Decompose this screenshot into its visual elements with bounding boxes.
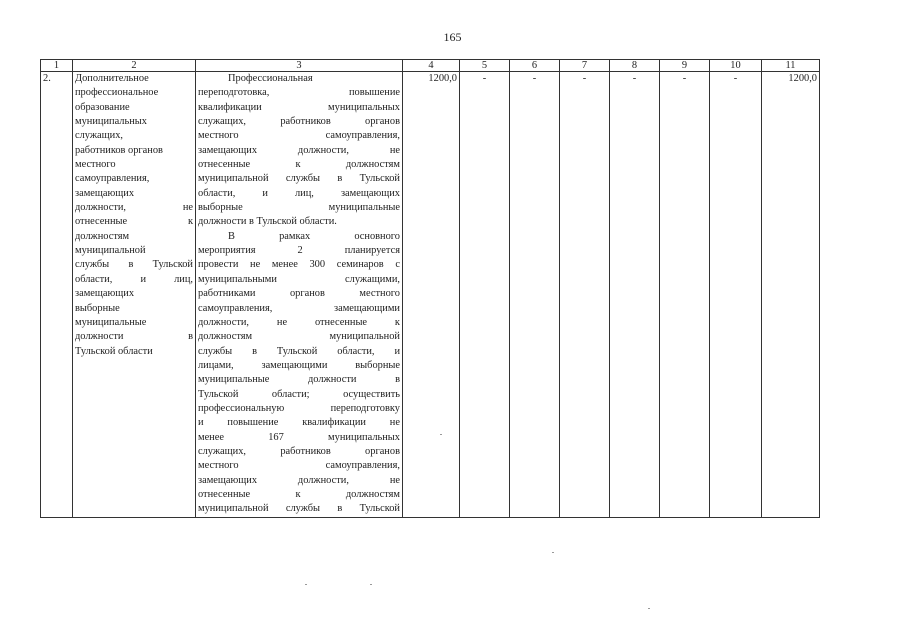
word: с xyxy=(395,259,400,271)
word: семинаров xyxy=(336,259,384,271)
description-line xyxy=(198,187,400,201)
word: лиц, xyxy=(295,187,314,199)
description-line xyxy=(198,474,400,488)
word: квалификации xyxy=(198,101,262,113)
word: не xyxy=(389,417,400,429)
word: отнесенные xyxy=(314,316,368,328)
word: службы xyxy=(285,173,321,185)
column-header: 7 xyxy=(560,60,610,72)
description-line xyxy=(198,416,400,430)
word: области, xyxy=(337,345,375,357)
column-header: 4 xyxy=(403,60,460,72)
funding-grand-total-cell: 1200,0 xyxy=(762,72,820,518)
word: не xyxy=(389,144,400,156)
word: в xyxy=(252,345,257,357)
activity-name-line: самоуправления, xyxy=(75,173,150,185)
word: муниципальной xyxy=(198,503,269,515)
word: замещающих xyxy=(198,474,258,486)
activity-name-line: муниципальных xyxy=(75,116,147,128)
description-line xyxy=(198,129,400,143)
description-line xyxy=(198,258,400,272)
word: 2 xyxy=(297,245,303,257)
description-line xyxy=(198,330,400,344)
word: в xyxy=(128,259,134,271)
word: органов xyxy=(365,116,400,128)
word: замещающими xyxy=(334,302,400,314)
program-table xyxy=(40,59,820,518)
word: местного xyxy=(359,288,400,300)
word: Тульской xyxy=(359,173,400,185)
word: лиц, xyxy=(174,273,193,285)
word: муниципальные xyxy=(328,202,400,214)
scan-speck xyxy=(305,584,307,585)
description-line xyxy=(198,287,400,301)
activity-name-line: муниципальные xyxy=(75,316,147,328)
activity-name-line: выборные xyxy=(75,302,120,314)
word: и xyxy=(140,273,146,285)
word: работниками xyxy=(198,288,256,300)
word: основного xyxy=(354,230,400,242)
funding-cell: - xyxy=(710,72,762,518)
word: работников xyxy=(280,116,331,128)
word: замещающими xyxy=(261,359,328,371)
activity-name-line: профессиональное xyxy=(75,87,159,99)
description-line xyxy=(198,201,400,215)
word: и xyxy=(394,345,400,357)
activity-name-line: муниципальной xyxy=(75,245,146,257)
activity-name-line: должностям xyxy=(75,230,130,242)
word: в xyxy=(188,331,193,343)
description-line xyxy=(198,101,400,115)
description-line xyxy=(198,172,400,186)
column-header: 1 xyxy=(41,60,73,72)
description-line xyxy=(198,273,400,287)
word: профессиональную xyxy=(198,402,285,414)
word: службы xyxy=(198,345,233,357)
description-line xyxy=(198,345,400,359)
word: Тульской xyxy=(359,503,400,515)
word: переподготовку xyxy=(330,402,400,414)
word: в xyxy=(395,374,400,386)
word: в xyxy=(337,503,343,515)
word: местного xyxy=(198,460,239,472)
activity-name-line: Дополнительное xyxy=(75,73,149,84)
funding-cell: - xyxy=(560,72,610,518)
funding-cell: - xyxy=(510,72,560,518)
word: к xyxy=(187,216,193,228)
description-line xyxy=(198,316,400,330)
description-line xyxy=(198,431,400,445)
scan-speck xyxy=(648,608,650,609)
scan-speck xyxy=(370,584,372,585)
word: к xyxy=(394,316,400,328)
word: замещающих xyxy=(340,187,400,199)
scan-speck xyxy=(552,552,554,553)
word: отнесенные xyxy=(75,216,128,228)
word: муниципальной xyxy=(329,331,400,343)
word: выборные xyxy=(198,202,243,214)
word: не xyxy=(250,259,261,271)
word: области; xyxy=(271,388,310,400)
activity-name-line xyxy=(75,201,193,215)
word: муниципальные xyxy=(198,374,270,386)
word: работников xyxy=(280,445,331,457)
word: муниципальными xyxy=(198,273,277,285)
word: самоуправления, xyxy=(325,130,400,142)
word: должностям xyxy=(345,159,400,171)
activity-name-line: замещающих xyxy=(75,187,135,199)
word: не xyxy=(389,474,400,486)
funding-cell: - xyxy=(660,72,710,518)
activity-name-line: замещающих xyxy=(75,288,135,300)
description-line xyxy=(198,359,400,373)
word: выборные xyxy=(355,359,400,371)
description-line xyxy=(198,459,400,473)
activity-name-line xyxy=(75,330,193,344)
description-line xyxy=(198,488,400,502)
word: должности, xyxy=(75,202,127,214)
activity-name-line: образование xyxy=(75,101,130,113)
activity-name-line xyxy=(75,273,193,287)
word: области, xyxy=(198,187,236,199)
word: службы xyxy=(75,259,110,271)
row-number: 2. xyxy=(41,72,73,518)
description-line xyxy=(198,115,400,129)
word: органов xyxy=(289,288,325,300)
funding-total-cell: 1200,0 xyxy=(403,72,460,518)
word: Тульской xyxy=(276,345,318,357)
activity-name-line: местного xyxy=(75,159,116,171)
description-line xyxy=(198,86,400,100)
activity-name-line: работников органов xyxy=(75,144,163,156)
word: к xyxy=(295,159,301,171)
table-row xyxy=(41,72,820,518)
word: должности, xyxy=(198,316,250,328)
word: рамках xyxy=(279,230,311,242)
word: переподготовка, xyxy=(198,87,270,99)
word: менее xyxy=(198,431,224,443)
word: самоуправления, xyxy=(325,460,400,472)
word: повышение xyxy=(349,87,400,99)
word: 300 xyxy=(309,259,326,271)
column-header: 10 xyxy=(710,60,762,72)
column-number-row xyxy=(41,60,820,72)
activity-name-line xyxy=(75,215,193,229)
funding-cell: - xyxy=(460,72,510,518)
description-line xyxy=(198,144,400,158)
column-header: 6 xyxy=(510,60,560,72)
word: осуществить xyxy=(343,388,400,400)
column-header: 5 xyxy=(460,60,510,72)
funding-cell: - xyxy=(610,72,660,518)
word: в xyxy=(337,173,343,185)
word: должностям xyxy=(198,331,253,343)
word: местного xyxy=(198,130,239,142)
word: замещающих xyxy=(198,144,258,156)
word: провести xyxy=(198,259,239,271)
description-line xyxy=(198,388,400,402)
column-header: 3 xyxy=(196,60,403,72)
activity-name-line: служащих, xyxy=(75,130,124,142)
activity-name-cell xyxy=(73,72,196,518)
word: муниципальных xyxy=(328,101,400,113)
word: должности, xyxy=(297,474,349,486)
word: лицами, xyxy=(198,359,234,371)
word: Тульской xyxy=(152,259,193,271)
word: квалификации xyxy=(302,417,366,429)
word: менее xyxy=(271,259,298,271)
word: службы xyxy=(285,503,321,515)
word: должности xyxy=(308,374,357,386)
word: не xyxy=(182,202,193,214)
word: отнесенные xyxy=(198,159,251,171)
activity-name-line: Тульской области xyxy=(75,345,153,357)
word: муниципальной xyxy=(198,173,269,185)
word: самоуправления, xyxy=(198,302,273,314)
column-header: 2 xyxy=(73,60,196,72)
description-line: должности в Тульской области. xyxy=(198,216,337,228)
column-header: 8 xyxy=(610,60,660,72)
page-number: 165 xyxy=(443,30,462,44)
description-line xyxy=(198,402,400,416)
word: повышение xyxy=(227,417,279,429)
word: Тульской xyxy=(198,388,239,400)
description-line xyxy=(198,244,400,258)
word: должностям xyxy=(345,488,400,500)
word: не xyxy=(276,316,288,328)
description-line xyxy=(198,373,400,387)
description-line: Профессиональная xyxy=(228,73,313,84)
column-header: 9 xyxy=(660,60,710,72)
word: 167 xyxy=(268,431,284,443)
scan-speck xyxy=(440,434,442,435)
word: служащих, xyxy=(198,116,247,128)
word: отнесенные xyxy=(198,488,251,500)
word: и xyxy=(262,187,268,199)
word: и xyxy=(198,417,204,429)
word: планируется xyxy=(344,245,400,257)
description-line xyxy=(198,302,400,316)
word: должности, xyxy=(297,144,349,156)
activity-name-line xyxy=(75,258,193,272)
description-line xyxy=(198,502,400,516)
word: В xyxy=(228,230,235,242)
word: области, xyxy=(75,273,113,285)
word: должности xyxy=(75,331,124,343)
word: мероприятия xyxy=(198,245,256,257)
word: к xyxy=(295,488,301,500)
word: служащими, xyxy=(345,273,400,285)
word: служащих, xyxy=(198,445,247,457)
activity-description-cell xyxy=(196,72,403,518)
description-line xyxy=(198,230,400,244)
description-line xyxy=(198,445,400,459)
word: органов xyxy=(365,445,400,457)
column-header: 11 xyxy=(762,60,820,72)
description-line xyxy=(198,158,400,172)
word: муниципальных xyxy=(328,431,400,443)
